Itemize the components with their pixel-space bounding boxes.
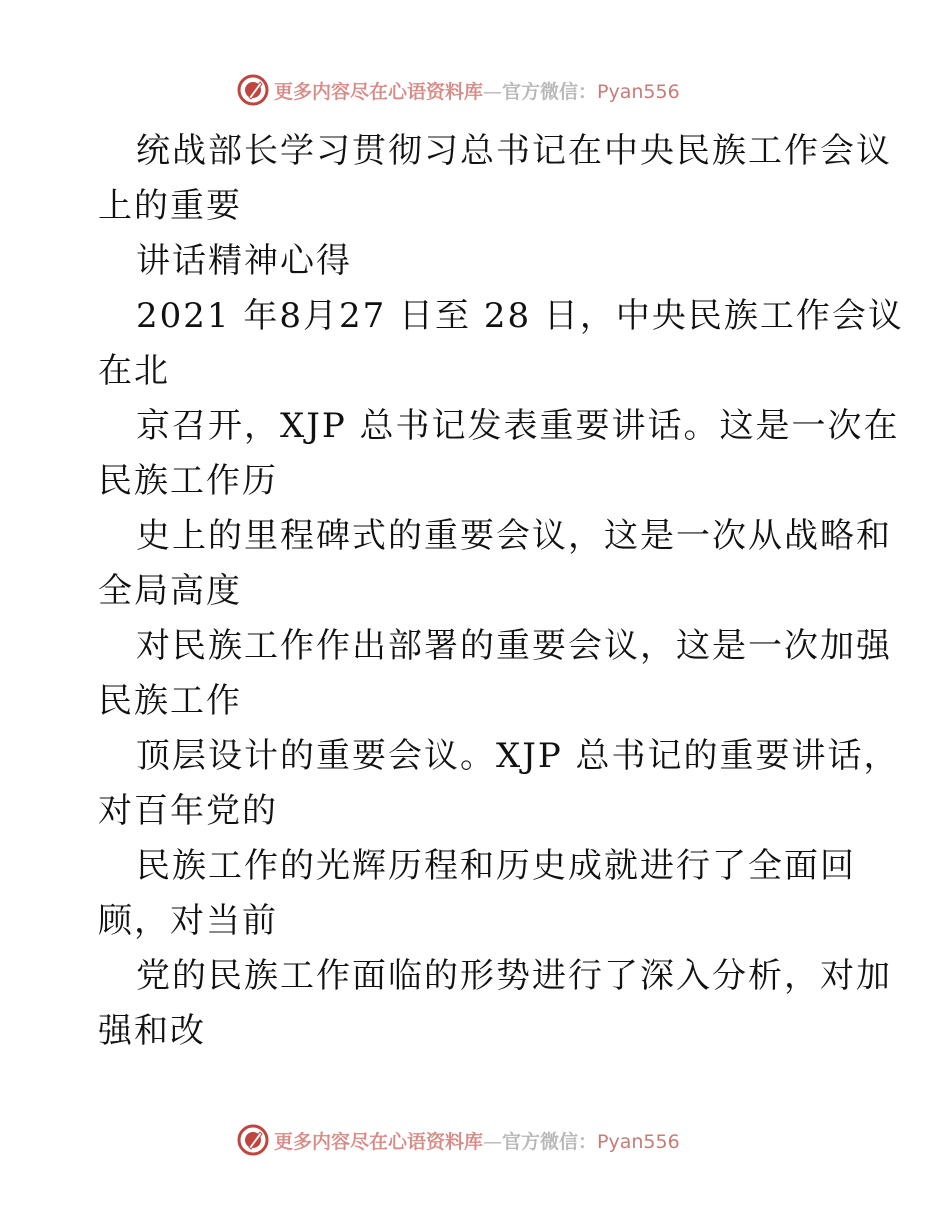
watermark-wechat-id: Pyan556 [597,1130,680,1153]
paragraph-line: 京召开，XJP 总书记发表重要讲话。这是一次在 [136,406,900,446]
footer-watermark [236,1122,680,1158]
watermark-main-text: 更多内容尽在心语资料库 [274,80,484,103]
document-body [98,124,904,1059]
paragraph-line: 民族工作历 [98,461,278,501]
watermark-wechat-id: Pyan556 [597,80,680,103]
watermark-text [274,77,680,104]
paragraph-line: 对百年党的 [98,791,278,831]
document-title-line: 讲话精神心得 [136,241,352,281]
watermark-dash: — [483,80,503,103]
paragraph-line: 全局高度 [98,571,242,611]
paragraph-line: 顾，对当前 [98,901,278,941]
paragraph-line: 顶层设计的重要会议。XJP 总书记的重要讲话， [136,736,900,776]
paragraph-line: 民族工作的光辉历程和历史成就进行了全面回 [136,846,856,886]
paragraph-line: 对民族工作作出部署的重要会议，这是一次加强 [136,626,892,666]
watermark-wechat-label: 官方微信： [502,80,598,103]
red-circle-pen-logo-icon [236,73,270,107]
paragraph-line: 强和改 [98,1011,206,1051]
header-watermark [236,72,680,108]
watermark-main-text: 更多内容尽在心语资料库 [274,1130,484,1153]
red-circle-pen-logo-icon [236,1123,270,1157]
paragraph-line: 民族工作 [98,681,242,721]
watermark-wechat-label: 官方微信： [502,1130,598,1153]
paragraph-line: 史上的里程碑式的重要会议，这是一次从战略和 [136,516,892,556]
paragraph-line: 在北 [98,351,170,391]
paragraph-line: 党的民族工作面临的形势进行了深入分析，对加 [136,956,892,996]
watermark-dash: — [483,1130,503,1153]
document-title-line: 统战部长学习贯彻习总书记在中央民族工作会议 [136,131,892,171]
paragraph-line: 2021 年8月27 日至 28 日，中央民族工作会议 [136,296,904,336]
watermark-text [274,1127,680,1154]
document-title-line: 上的重要 [98,186,242,226]
